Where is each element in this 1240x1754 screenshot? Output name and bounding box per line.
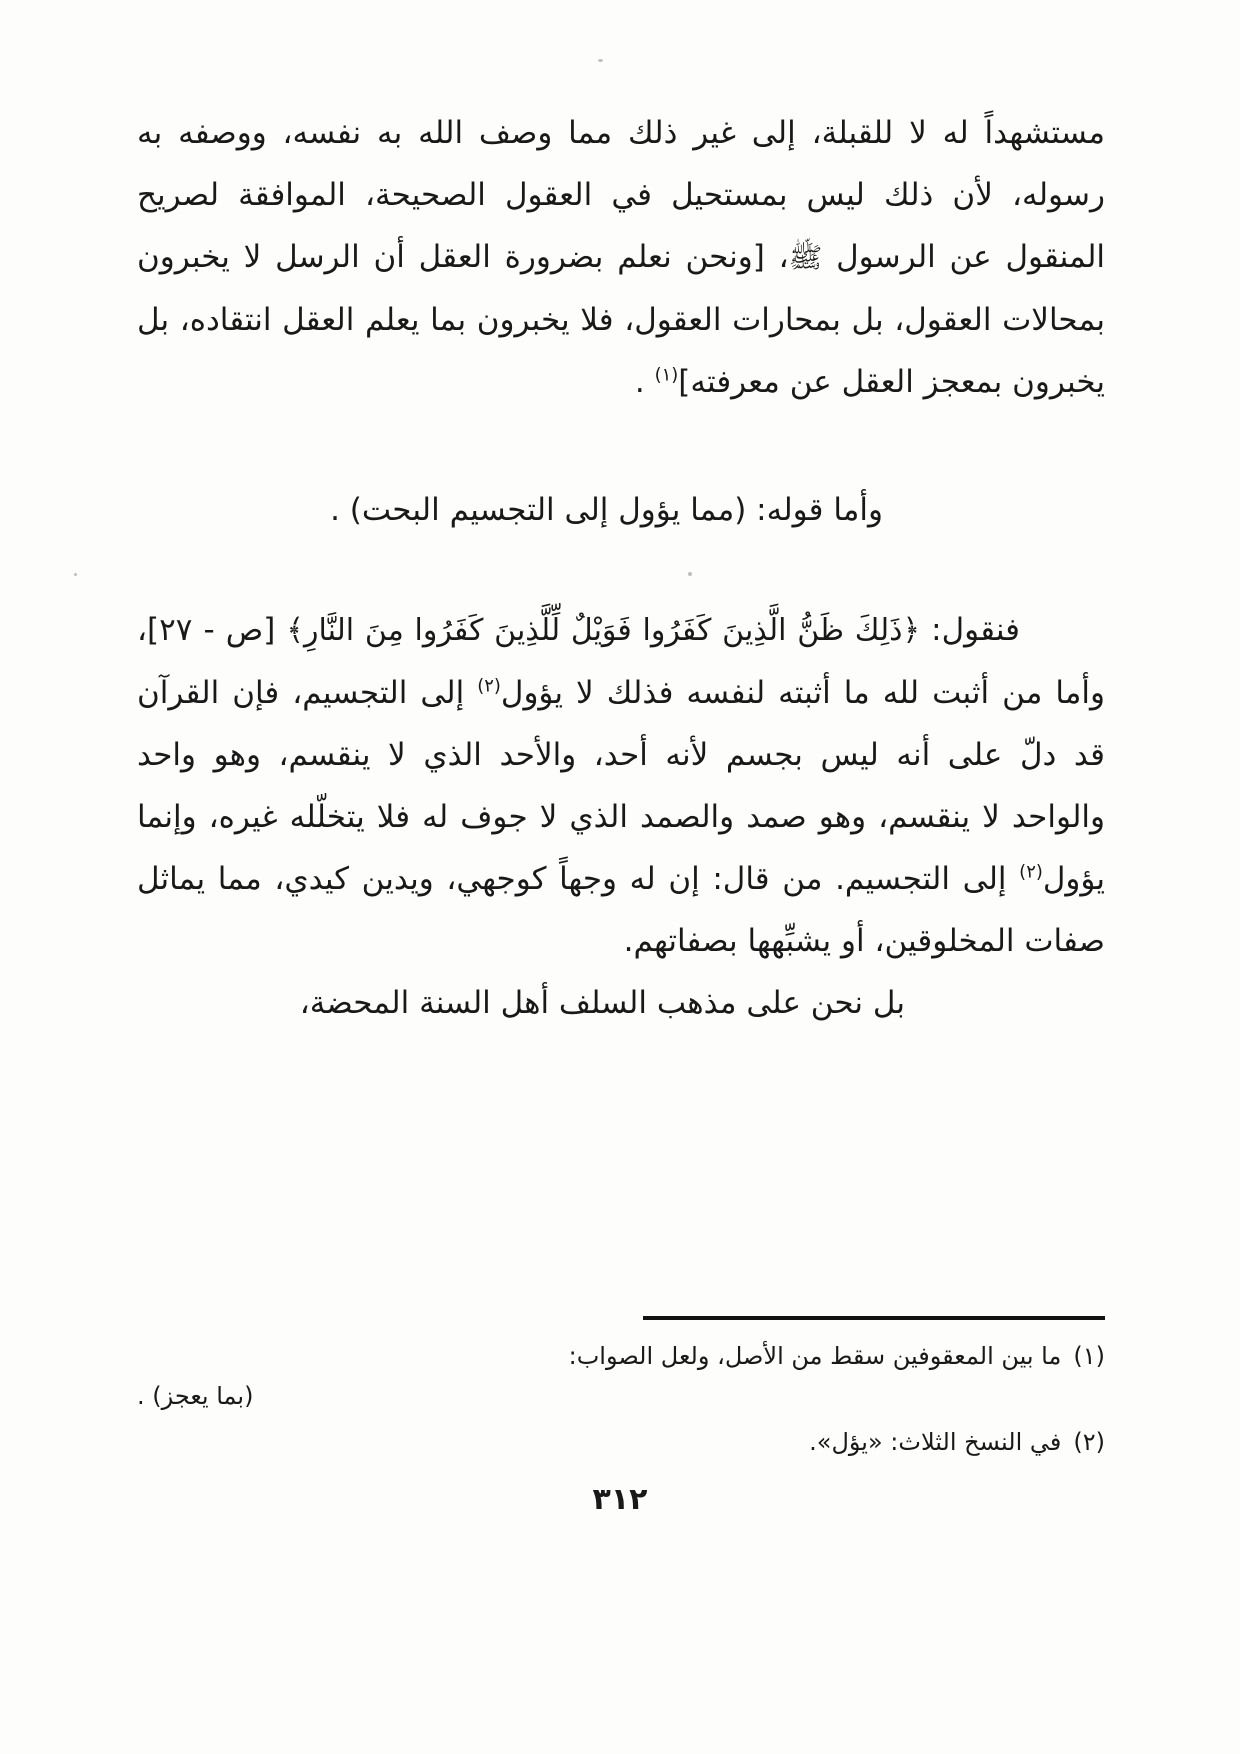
footnote-1-text: ما بين المعقوفين سقط من الأصل، ولعل الصواب: bbox=[568, 1342, 1062, 1370]
footnote-1-marker: (١) bbox=[1073, 1342, 1105, 1370]
paragraph-2-text: وأما قوله: (مما يؤول إلى التجسيم البحت) . bbox=[330, 492, 883, 528]
footnote-ref-1: (١) bbox=[654, 364, 679, 386]
footnote-separator bbox=[643, 1316, 1105, 1320]
quran-verse: ﴿ذَلِكَ ظَنُّ الَّذِينَ كَفَرُوا فَوَيْلٌ لِّلَّذِينَ كَفَرُوا مِنَ النَّارِ﴾ bbox=[286, 613, 921, 648]
footnote-ref-2b: (٢) bbox=[1019, 861, 1043, 883]
verse-reference: [ص - ٢٧]، bbox=[137, 612, 287, 648]
scan-speck bbox=[598, 59, 603, 62]
scan-speck bbox=[688, 572, 692, 576]
paragraph-4-text: بل نحن على مذهب السلف أهل السنة المحضة، bbox=[299, 985, 905, 1021]
footnote-2 bbox=[137, 1422, 1105, 1462]
footnote-ref-2a: (٢) bbox=[477, 675, 501, 697]
paragraph-3-intro: فنقول: bbox=[920, 612, 1020, 648]
page-number: ٣١٢ bbox=[592, 1482, 648, 1517]
paragraph-1-text-2: ، [ونحن نعلم بضرورة العقل أن الرسل لا يخبرون بمحالات العقول، بل بمحارات العقول، فلا يخبرون بما يعلم العقل انتقاده، بل يخبرون بمعجز العقل عن معرفته] bbox=[137, 239, 1105, 400]
footnote-2-text: في النسخ الثلاث: «يؤل». bbox=[809, 1428, 1062, 1456]
paragraph-3 bbox=[137, 599, 1105, 972]
footnote-2-marker: (٢) bbox=[1073, 1428, 1105, 1456]
footnote-1-continuation: (بما يعجز) . bbox=[137, 1382, 254, 1410]
body-text bbox=[137, 102, 1105, 1034]
paragraph-3-segment-2: إلى التجسيم، فإن القرآن قد دلّ على أنه ليس بجسم لأنه أحد، والأحد الذي لا ينقسم، وهو واحد والواحد لا ينقسم، وهو صمد والصمد الذي لا جوف له فلا يتخلّله غيره، وإنما يؤول bbox=[137, 675, 1105, 897]
paragraph-3-segment-3: إلى التجسيم. من قال: إن له وجهاً كوجهي، ويدين كيدي، مما يماثل صفات المخلوقين، أو يشبِّهها بصفاتهم. bbox=[137, 861, 1105, 959]
paragraph-1-tail: . bbox=[634, 364, 655, 400]
paragraph-2 bbox=[137, 479, 1105, 541]
footnote-1 bbox=[137, 1336, 1105, 1416]
paragraph-4 bbox=[137, 972, 1105, 1034]
paragraph-1 bbox=[137, 102, 1105, 413]
paragraph-1-text: مستشهداً له لا للقبلة، إلى غير ذلك مما وصف الله به نفسه، ووصفه به رسوله، لأن ذلك ليس بمستحيل في العقول الصحيحة، الموافقة لصريح المنقول عن الرسول bbox=[137, 115, 1105, 275]
scan-speck bbox=[74, 573, 77, 576]
honorific-salla-symbol: ﷺ bbox=[788, 241, 823, 274]
footnotes-section bbox=[137, 1316, 1105, 1462]
paragraph-3-segment-1: وأما من أثبت لله ما أثبته لنفسه فذلك لا يؤول bbox=[500, 675, 1105, 711]
footnote-1-body bbox=[137, 1336, 1061, 1416]
